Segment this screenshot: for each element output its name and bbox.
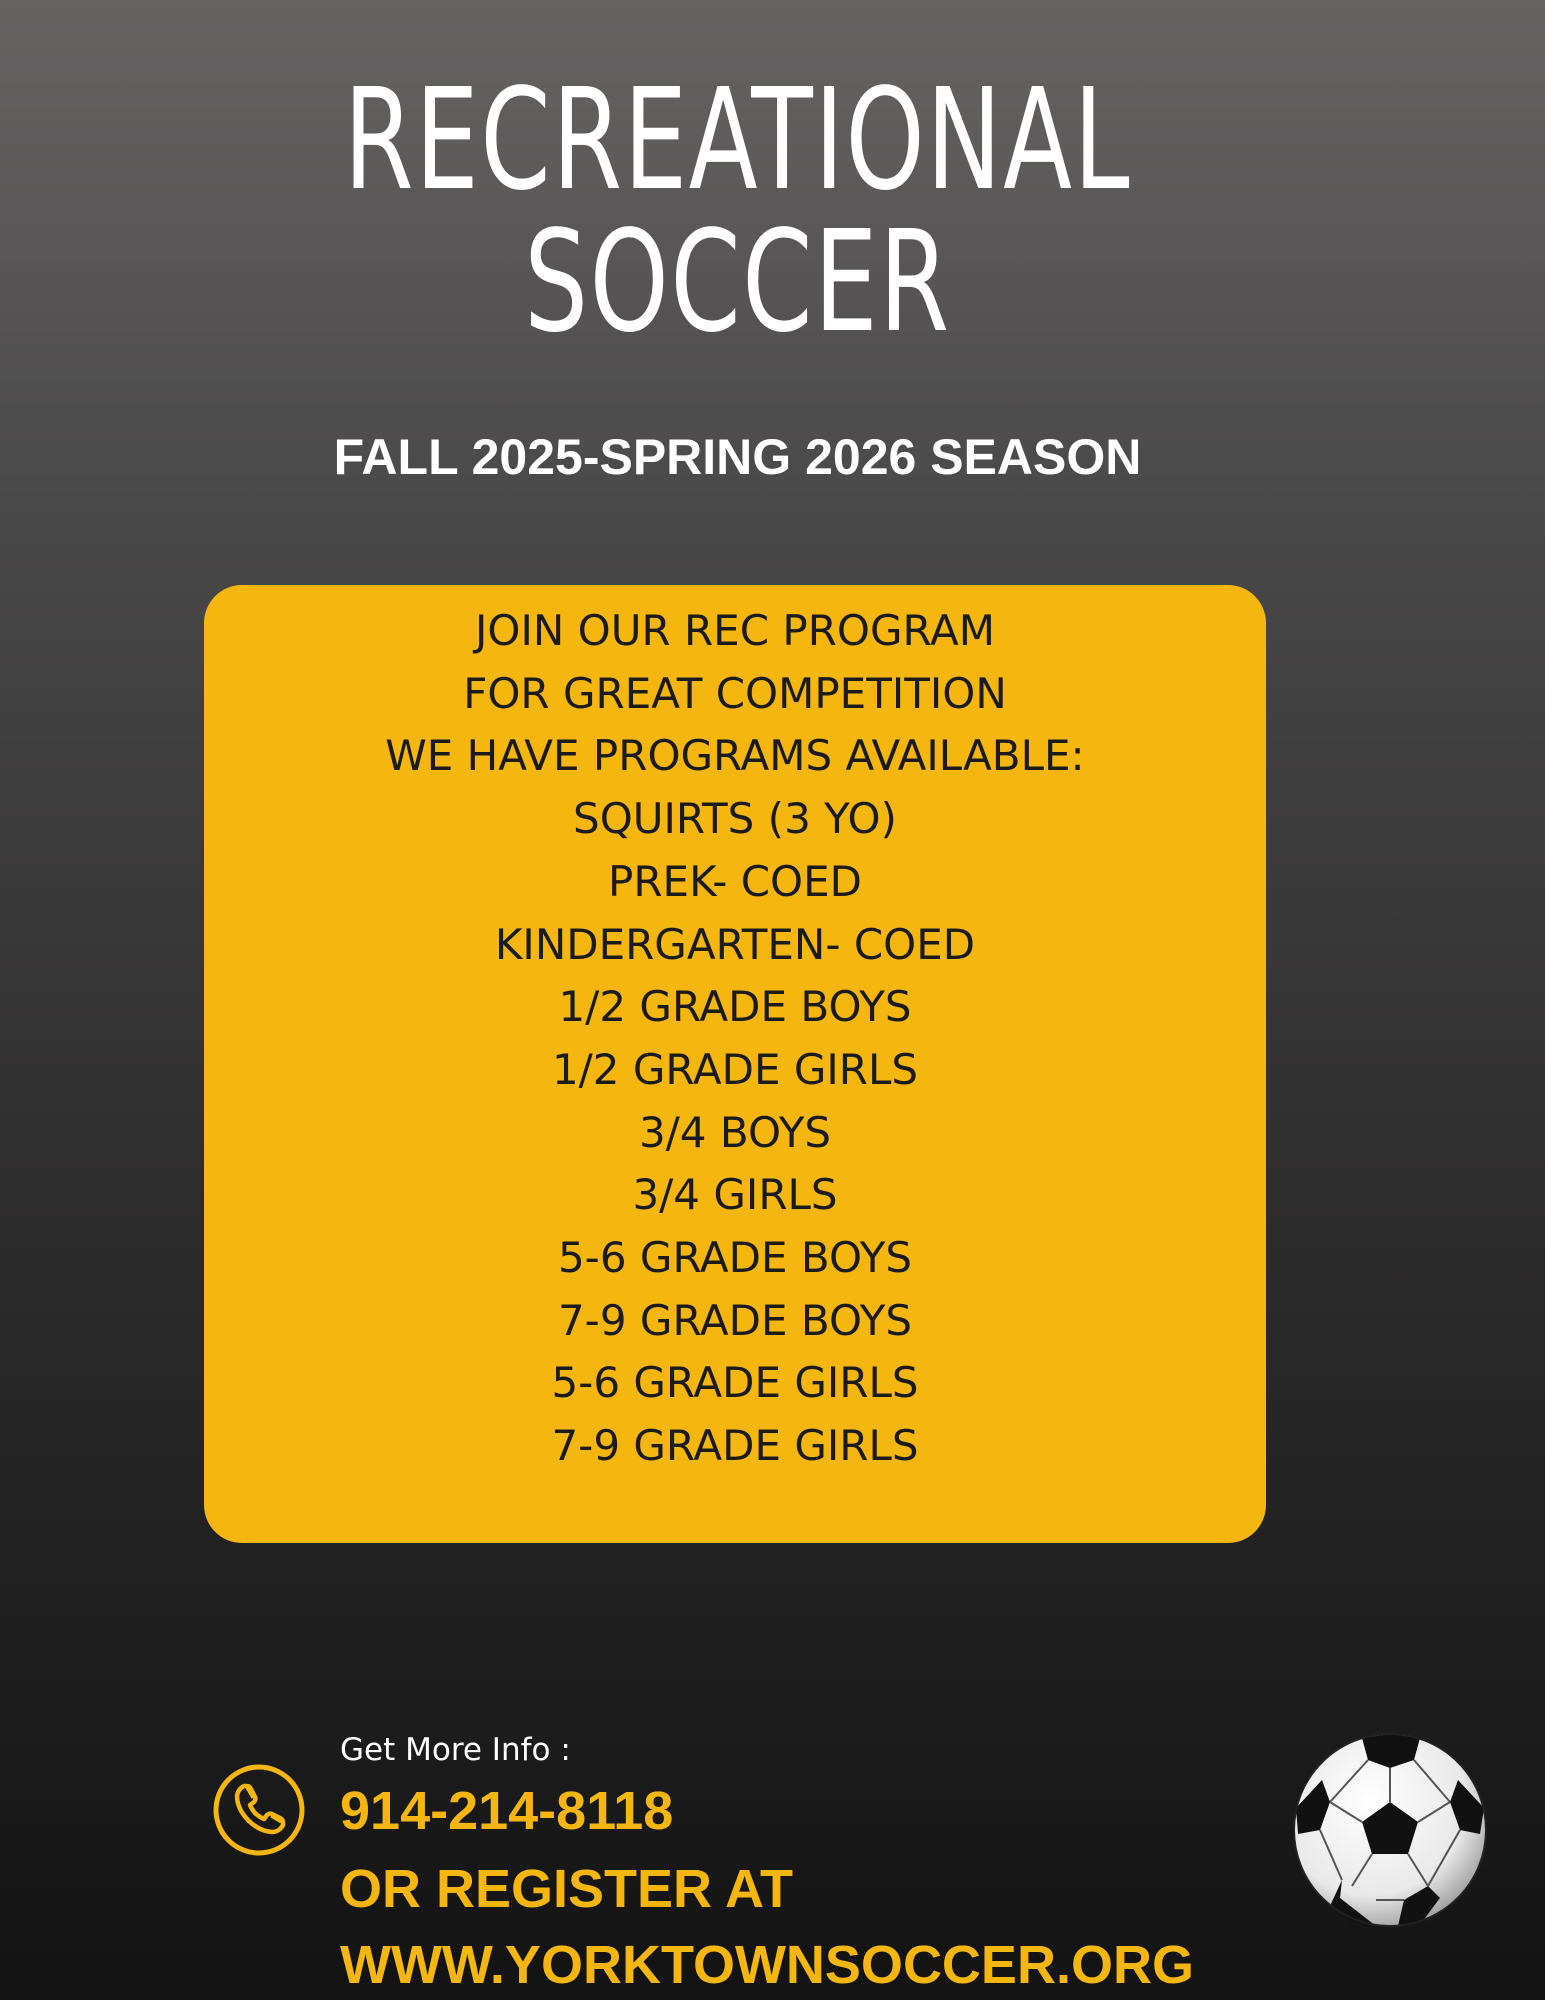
program-item: 1/2 GRADE GIRLS — [551, 1044, 919, 1094]
card-line: FOR GREAT COMPETITION — [463, 668, 1007, 718]
contact-label: Get More Info : — [340, 1732, 571, 1768]
program-item: 5-6 GRADE GIRLS — [551, 1358, 919, 1408]
program-item: SQUIRTS (3 YO) — [573, 794, 897, 844]
programs-list — [204, 600, 1266, 1478]
register-text: OR REGISTER AT — [340, 1859, 794, 1919]
program-item: 5-6 GRADE BOYS — [557, 1233, 913, 1283]
program-item: 1/2 GRADE BOYS — [558, 982, 912, 1032]
phone-icon — [211, 1762, 307, 1858]
program-item: 7-9 GRADE GIRLS — [551, 1421, 919, 1471]
program-item: PREK- COED — [608, 856, 862, 906]
page-title — [206, 59, 1268, 364]
title-line-2: SOCCER — [524, 201, 951, 364]
phone-number[interactable]: 914-214-8118 — [340, 1781, 674, 1841]
card-line: JOIN OUR REC PROGRAM — [475, 606, 995, 655]
program-item: 3/4 GIRLS — [632, 1170, 838, 1220]
program-item: KINDERGARTEN- COED — [494, 919, 976, 969]
soccer-ball-icon — [1290, 1730, 1490, 1930]
programs-card — [204, 585, 1266, 1543]
program-item: 7-9 GRADE BOYS — [557, 1295, 913, 1345]
card-line: WE HAVE PROGRAMS AVAILABLE: — [385, 731, 1085, 781]
program-item: 3/4 BOYS — [638, 1107, 832, 1157]
website-link[interactable]: WWW.YORKTOWNSOCCER.ORG — [340, 1935, 1194, 1995]
title-line-1: RECREATIONAL — [343, 59, 1132, 222]
season-heading: FALL 2025-SPRING 2026 SEASON — [333, 429, 1142, 485]
